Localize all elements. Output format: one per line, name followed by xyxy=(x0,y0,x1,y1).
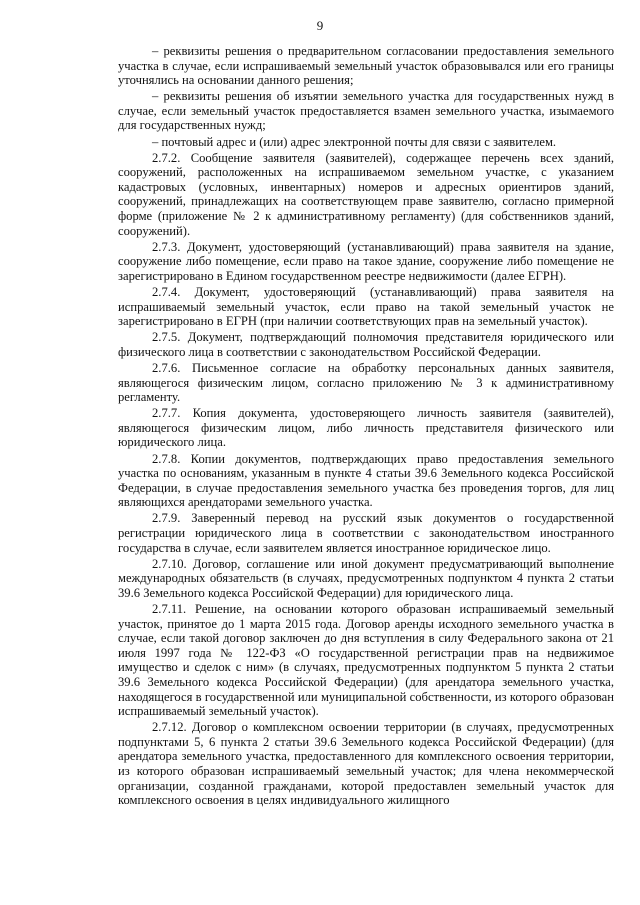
paragraph-2-7-11: 2.7.11. Решение, на основании которого образован испрашиваемый земельный участок, принятое до 1 марта 2015 года. Договор аренды исходного земельного участка в случае, если такой договор заключен до дня вступления в силу Федерального закона от 21 июля 1997 года № 122-ФЗ «О государственной регистрации прав на недвижимое имущество и сделок с ним» (в случаях, предусмотренных подпунктом 5 пункта 2 статьи 39.6 Земельного кодекса Российской Федерации) (для арендатора земельного участка, находящегося в государственной или муниципальной собственности, из которого образован испрашиваемый земельный участок). xyxy=(118,601,614,719)
paragraph-2-7-2: 2.7.2. Сообщение заявителя (заявителей), содержащее перечень всех зданий, сооружений, расположенных на испрашиваемом земельном участке, с указанием кадастровых (условных, инвентарных) номеров и адресных ориентиров зданий, сооружений, принадлежащих на соответствующем праве заявителю, согласно примерной форме (приложение № 2 к административному регламенту) (для собственников зданий, сооружений). xyxy=(118,150,614,238)
page-number: 9 xyxy=(316,18,324,33)
paragraph-postal-email-address: – почтовый адрес и (или) адрес электронной почты для связи с заявителем. xyxy=(152,134,557,149)
paragraph-2-7-6: 2.7.6. Письменное согласие на обработку персональных данных заявителя, являющегося физическим лицом, согласно приложению № 3 к административному регламенту. xyxy=(118,360,614,405)
paragraph-decision-details-preliminary-approval: – реквизиты решения о предварительном согласовании предоставления земельного участка в случае, если испрашиваемый земельный участок образовывался или его границы уточнялись на основании данного решения; xyxy=(118,44,614,88)
paragraph-2-7-5: 2.7.5. Документ, подтверждающий полномочия представителя юридического или физического лица в соответствии с законодательством Российской Федерации. xyxy=(118,330,614,359)
document-body xyxy=(118,44,614,809)
paragraph-2-7-10: 2.7.10. Договор, соглашение или иной документ предусматривающий выполнение международных обязательств (в случаях, предусмотренных подпунктом 4 пункта 2 статьи 39.6 Земельного кодекса Российской Федерации) для юридического лица. xyxy=(118,556,614,600)
paragraph-2-7-8: 2.7.8. Копии документов, подтверждающих право предоставления земельного участка по основаниям, указанным в пункте 4 статьи 39.6 Земельного кодекса Российской Федерации, в случае предоставления земельного участка без проведения торгов, для лиц являющихся арендаторами земельного участка. xyxy=(118,451,614,510)
paragraph-2-7-3: 2.7.3. Документ, удостоверяющий (устанавливающий) права заявителя на здание, сооружение либо помещение, если право на такое здание, сооружение либо помещение не зарегистрировано в Едином государственном реестре недвижимости (далее ЕГРН). xyxy=(118,239,614,283)
paragraph-decision-details-seizure: – реквизиты решения об изъятии земельного участка для государственных нужд в случае, если земельный участок предоставляется взамен земельного участка, изымаемого для государственных нужд; xyxy=(118,89,614,133)
paragraph-2-7-7: 2.7.7. Копия документа, удостоверяющего личность заявителя (заявителей), являющегося физическим лицом, либо личность представителя физического или юридического лица. xyxy=(118,406,614,450)
paragraph-2-7-9: 2.7.9. Заверенный перевод на русский язык документов о государственной регистрации юридического лица в соответствии с законодательством иностранного государства в случае, если заявителем является иностранное юридическое лицо. xyxy=(118,511,614,555)
paragraph-2-7-12: 2.7.12. Договор о комплексном освоении территории (в случаях, предусмотренных подпунктами 5, 6 пункта 2 статьи 39.6 Земельного кодекса Российской Федерации) (для арендатора земельного участка, предоставленного для комплексного освоения территории, из которого образован испрашиваемый земельный участок; для члена некоммерческой организации, созданной гражданами, которой предоставлен земельный участок для комплексного освоения в целях индивидуального жилищного xyxy=(118,720,614,808)
paragraph-2-7-4: 2.7.4. Документ, удостоверяющий (устанавливающий) права заявителя на испрашиваемый земельный участок, если право на такой земельный участок не зарегистрировано в ЕГРН (при наличии соответствующих прав на земельный участок). xyxy=(118,285,614,329)
